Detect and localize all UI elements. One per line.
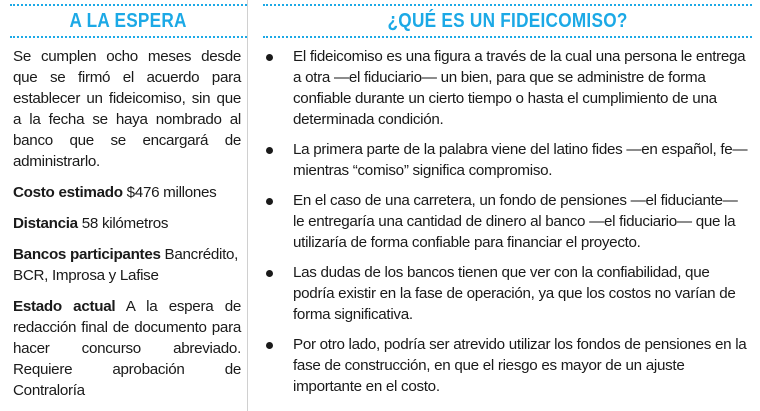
fact-distance bbox=[13, 213, 241, 234]
fact-status bbox=[13, 296, 241, 401]
fact-label: Costo estimado bbox=[13, 184, 123, 201]
list-item bbox=[263, 190, 752, 253]
fact-cost bbox=[13, 182, 241, 203]
left-title: A LA ESPERA bbox=[69, 9, 188, 32]
list-item-text: La primera parte de la palabra viene del latino fides —en español, fe— mientras “comiso” significa compromiso. bbox=[293, 141, 748, 179]
fact-banks bbox=[13, 244, 241, 286]
bullet-icon bbox=[266, 198, 273, 205]
list-item bbox=[263, 139, 752, 181]
left-body bbox=[10, 38, 247, 401]
definition-list bbox=[263, 38, 752, 397]
fact-label: Estado actual bbox=[13, 298, 116, 315]
right-panel bbox=[263, 0, 752, 411]
right-header bbox=[263, 4, 752, 38]
intro-paragraph: Se cumplen ocho meses desde que se firmó el acuerdo para establecer un fideicomiso, sin que a la fecha se haya nombrado al banco que se encargará de administrarlo. bbox=[13, 48, 241, 170]
fact-label: Distancia bbox=[13, 215, 78, 232]
list-item bbox=[263, 46, 752, 130]
left-header bbox=[10, 4, 247, 38]
list-item-text: Las dudas de los bancos tienen que ver con la confiabilidad, que podría existir en la fase de operación, ya que los costos no varían de forma significativa. bbox=[293, 264, 736, 323]
list-item-text: En el caso de una carretera, un fondo de pensiones —el fiduciante— le entregaría una cantidad de dinero al banco —el fiduciario— que la utilizaría de forma confiable para financiar el proyecto. bbox=[293, 192, 738, 251]
bullet-icon bbox=[266, 147, 273, 154]
fact-value: Bancrédito, BCR, Improsa y Lafise bbox=[13, 246, 239, 284]
bullet-icon bbox=[266, 342, 273, 349]
fact-value: 58 kilómetros bbox=[77, 215, 169, 232]
fact-label: Bancos participantes bbox=[13, 246, 161, 263]
right-title: ¿QUÉ ES UN FIDEICOMISO? bbox=[387, 9, 628, 32]
left-panel bbox=[10, 0, 248, 411]
bullet-icon bbox=[266, 54, 273, 61]
list-item bbox=[263, 262, 752, 325]
bullet-icon bbox=[266, 270, 273, 277]
list-item-text: Por otro lado, podría ser atrevido utilizar los fondos de pensiones en la fase de construcción, en que el riesgo es mayor de un ajuste importante en el costo. bbox=[293, 336, 747, 395]
list-item-text: El fideicomiso es una figura a través de la cual una persona le entrega a otra —el fiduciario— un bien, para que se administre de forma confiable durante un cierto tiempo o hasta el cumplimiento de una determinada condición. bbox=[293, 48, 746, 128]
fact-value: A la espera de redacción final de documento para hacer concurso abreviado. Requiere aprobación de Contraloría bbox=[13, 298, 241, 399]
list-item bbox=[263, 334, 752, 397]
fact-value: $476 millones bbox=[122, 184, 217, 201]
